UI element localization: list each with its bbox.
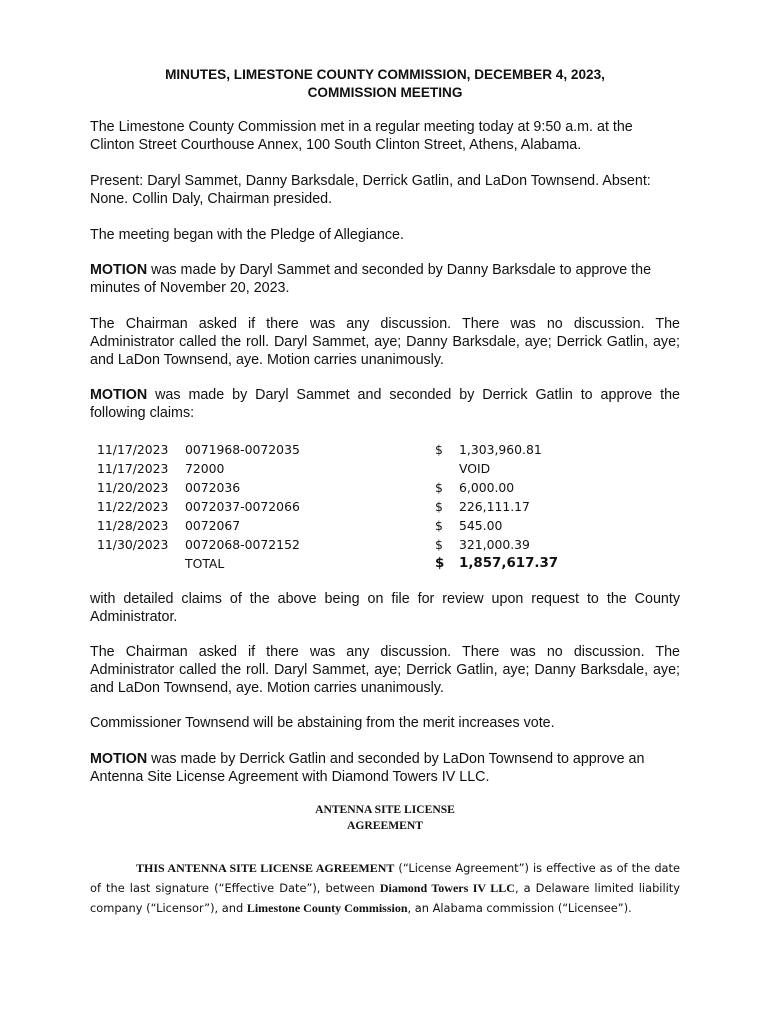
agreement-name: THIS ANTENNA SITE LICENSE AGREEMENT	[136, 861, 395, 875]
attendance-paragraph: Present: Daryl Sammet, Danny Barksdale, Derrick Gatlin, and LaDon Townsend. Absent: None. Collin Daly, Chairman presided.	[90, 173, 651, 207]
claim-currency: $	[435, 480, 443, 495]
discussion-paragraph-2: The Chairman asked if there was any discussion. There was no discussion. The Administrator called the roll. Daryl Sammet, aye; Derrick Gatlin, aye; Danny Barksdale, aye; and LaDon Townsend, aye. Motion carries unanimously.	[90, 644, 680, 696]
claims-row	[97, 516, 557, 535]
agreement-text: (“License Agreement”) is effective as of the date of the last signature (“Effective Date”), between	[90, 861, 680, 895]
claim-date: 11/20/2023	[97, 480, 169, 495]
claims-row	[97, 459, 557, 478]
agreement-text: , an Alabama commission (“Licensee”).	[407, 901, 632, 915]
agreement-title	[290, 802, 480, 834]
claim-date: 11/30/2023	[97, 537, 169, 552]
claim-numbers: 0072037-0072066	[185, 499, 300, 514]
claims-row	[97, 497, 557, 516]
motion-claims-paragraph	[90, 386, 680, 422]
motion-label: MOTION	[90, 751, 148, 767]
claim-numbers: 0071968-0072035	[185, 442, 300, 457]
claim-date: 11/22/2023	[97, 499, 169, 514]
claims-note-paragraph: with detailed claims of the above being on file for review upon request to the County Administrator.	[90, 591, 680, 625]
motion-text: was made by Derrick Gatlin and seconded by LaDon Townsend to approve an Antenna Site License Agreement with Diamond Towers IV LLC.	[90, 751, 645, 785]
claim-currency: $	[435, 518, 443, 533]
agreement-text: , a Delaware limited liability company (“Licensor”), and	[90, 881, 681, 915]
claims-row	[97, 440, 557, 459]
claim-amount: 1,303,960.81	[459, 442, 542, 457]
claims-row	[97, 478, 557, 497]
claim-date: 11/17/2023	[97, 461, 169, 476]
motion-text: was made by Daryl Sammet and seconded by Danny Barksdale to approve the minutes of November 20, 2023.	[90, 262, 652, 296]
claims-total-currency: $	[435, 556, 445, 571]
claims-total-row	[97, 554, 557, 573]
page-title	[90, 66, 680, 102]
claim-numbers: 0072067	[185, 518, 241, 533]
claims-row	[97, 535, 557, 554]
agreement-title-line-1: ANTENNA SITE LICENSE	[315, 803, 455, 816]
claim-amount: VOID	[459, 461, 491, 476]
title-line-1: MINUTES, LIMESTONE COUNTY COMMISSION, DECEMBER 4, 2023,	[165, 67, 605, 82]
claim-amount: 545.00	[459, 518, 503, 533]
claim-amount: 6,000.00	[459, 480, 515, 495]
discussion-paragraph-1: The Chairman asked if there was any discussion. There was no discussion. The Administrator called the roll. Daryl Sammet, aye; Danny Barksdale, aye; Derrick Gatlin, aye; and LaDon Townsend, aye. Motion carries unanimously.	[90, 316, 680, 368]
claim-date: 11/17/2023	[97, 442, 169, 457]
pledge-paragraph: The meeting began with the Pledge of Allegiance.	[90, 227, 404, 243]
claim-currency: $	[435, 537, 443, 552]
motion-minutes-paragraph	[90, 261, 680, 297]
motion-text: was made by Daryl Sammet and seconded by Derrick Gatlin to approve the following claims:	[90, 387, 680, 421]
title-line-2: COMMISSION MEETING	[307, 85, 463, 100]
claim-amount: 321,000.39	[459, 537, 530, 552]
claim-currency: $	[435, 499, 443, 514]
licensee-name: Limestone County Commission	[246, 901, 408, 915]
claim-amount: 226,111.17	[459, 499, 530, 514]
motion-label: MOTION	[90, 387, 148, 403]
licensor-name: Diamond Towers IV LLC	[379, 881, 515, 895]
claims-total-label: TOTAL	[185, 556, 225, 571]
opening-paragraph: The Limestone County Commission met in a regular meeting today at 9:50 a.m. at the Clinton Street Courthouse Annex, 100 South Clinton Street, Athens, Alabama.	[90, 119, 633, 153]
abstain-paragraph: Commissioner Townsend will be abstaining from the merit increases vote.	[90, 715, 555, 731]
claims-table	[97, 440, 557, 573]
claim-date: 11/28/2023	[97, 518, 169, 533]
agreement-title-line-2: AGREEMENT	[346, 819, 423, 832]
motion-antenna-paragraph	[90, 750, 680, 786]
claims-total-amount: 1,857,617.37	[459, 556, 559, 571]
claim-numbers: 0072036	[185, 480, 241, 495]
agreement-body	[90, 858, 680, 918]
claim-numbers: 0072068-0072152	[185, 537, 300, 552]
claim-numbers: 72000	[185, 461, 225, 476]
claim-currency: $	[435, 442, 443, 457]
motion-label: MOTION	[90, 262, 148, 278]
